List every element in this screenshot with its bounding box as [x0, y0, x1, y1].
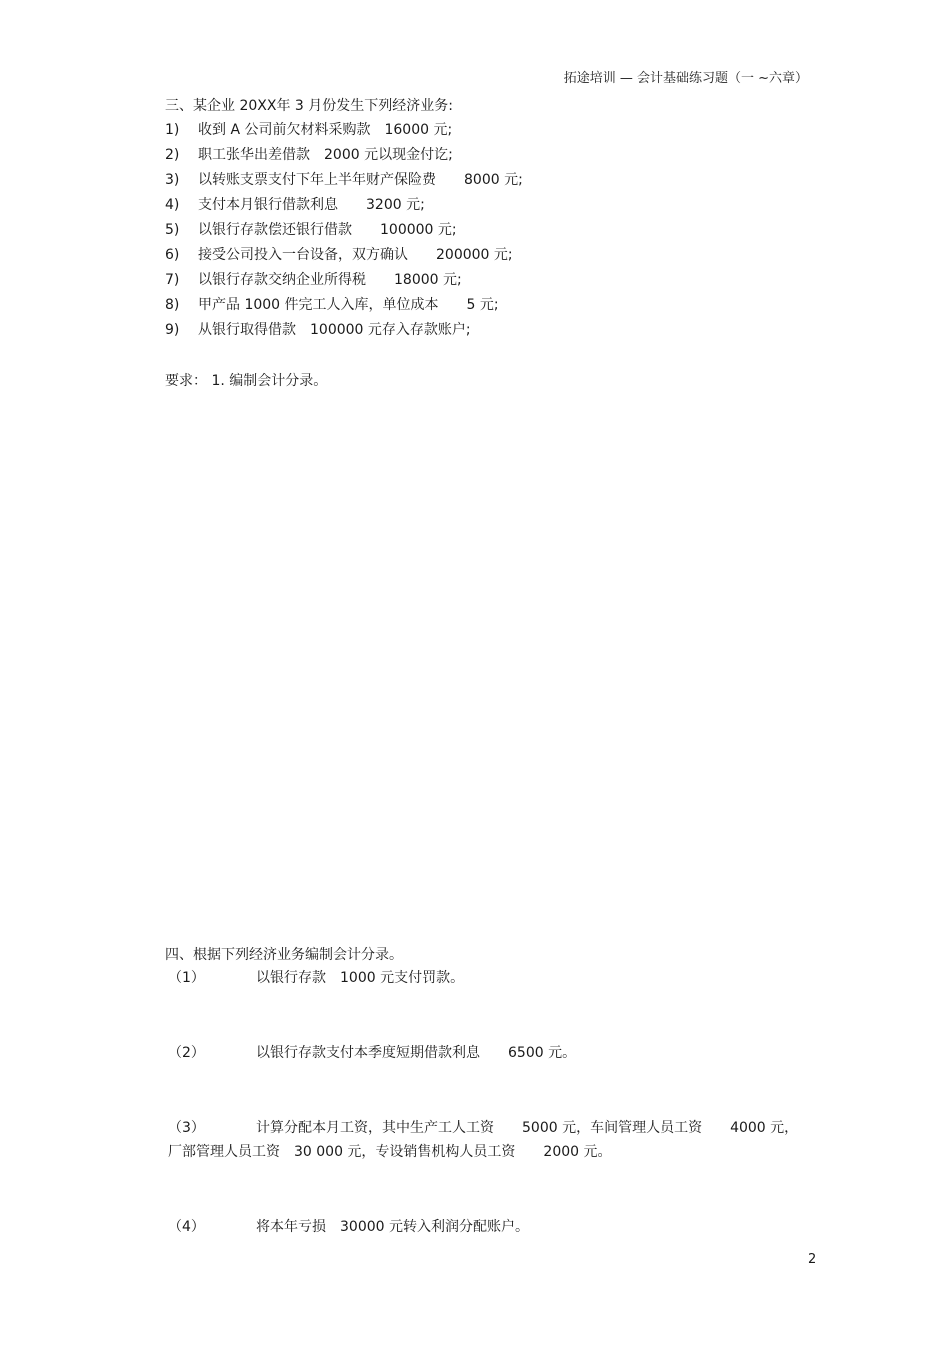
item-text: 甲产品 1000 件完工人入库，单位成本 5 元;: [198, 297, 499, 313]
item-number: 8): [165, 297, 180, 313]
list-item: [165, 170, 523, 190]
item-number: 7): [165, 272, 180, 288]
item-number: 4): [165, 197, 180, 213]
list-item: [165, 145, 453, 165]
page-number: 2: [808, 1252, 817, 1267]
item-number: 2): [165, 147, 180, 163]
question-text: 将本年亏损 30000 元转入利润分配账户。: [256, 1219, 529, 1235]
item-text: 职工张华出差借款 2000 元以现金付讫;: [198, 147, 453, 163]
item-number: 1): [165, 122, 180, 138]
question-number: （1）: [168, 970, 205, 986]
question-item: [168, 968, 464, 988]
question-text: 以银行存款 1000 元支付罚款。: [256, 970, 465, 986]
question-item: [168, 1217, 529, 1237]
item-text: 以银行存款偿还银行借款 100000 元;: [198, 222, 457, 238]
question-number: （3）: [168, 1120, 205, 1136]
question-number: （2）: [168, 1045, 205, 1061]
question-text: 计算分配本月工资，其中生产工人工资 5000 元，车间管理人员工资 4000 元，: [256, 1120, 799, 1136]
section-3-title: 三、某企业 20XX年 3 月份发生下列经济业务:: [165, 98, 453, 114]
item-text: 收到 A 公司前欠材料采购款 16000 元;: [198, 122, 453, 138]
item-text: 支付本月银行借款利息 3200 元;: [198, 197, 425, 213]
list-item: [165, 195, 425, 215]
question-text-continuation: 厂部管理人员工资 30 000 元，专设销售机构人员工资 2000 元。: [168, 1144, 612, 1160]
list-item: [165, 270, 462, 290]
question-item: [168, 1043, 576, 1063]
list-item: [165, 120, 452, 140]
item-number: 6): [165, 247, 180, 263]
item-number: 3): [165, 172, 180, 188]
item-number: 5): [165, 222, 180, 238]
item-number: 9): [165, 322, 180, 338]
list-item: [165, 320, 471, 340]
running-header: 拓途培训 — 会计基础练习题（一 ~六章）: [563, 71, 808, 86]
section-4-title: 四、根据下列经济业务编制会计分录。: [165, 947, 403, 963]
list-item: [165, 295, 499, 315]
list-item: [165, 220, 457, 240]
item-text: 以银行存款交纳企业所得税 18000 元;: [198, 272, 462, 288]
question-number: （4）: [168, 1219, 205, 1235]
item-text: 接受公司投入一台设备，双方确认 200000 元;: [198, 247, 513, 263]
question-item: [168, 1118, 798, 1138]
item-text: 以转账支票支付下年上半年财产保险费 8000 元;: [198, 172, 523, 188]
requirement-text: 要求： 1. 编制会计分录。: [165, 373, 328, 389]
list-item: [165, 245, 513, 265]
question-text: 以银行存款支付本季度短期借款利息 6500 元。: [256, 1045, 577, 1061]
item-text: 从银行取得借款 100000 元存入存款账户;: [198, 322, 471, 338]
